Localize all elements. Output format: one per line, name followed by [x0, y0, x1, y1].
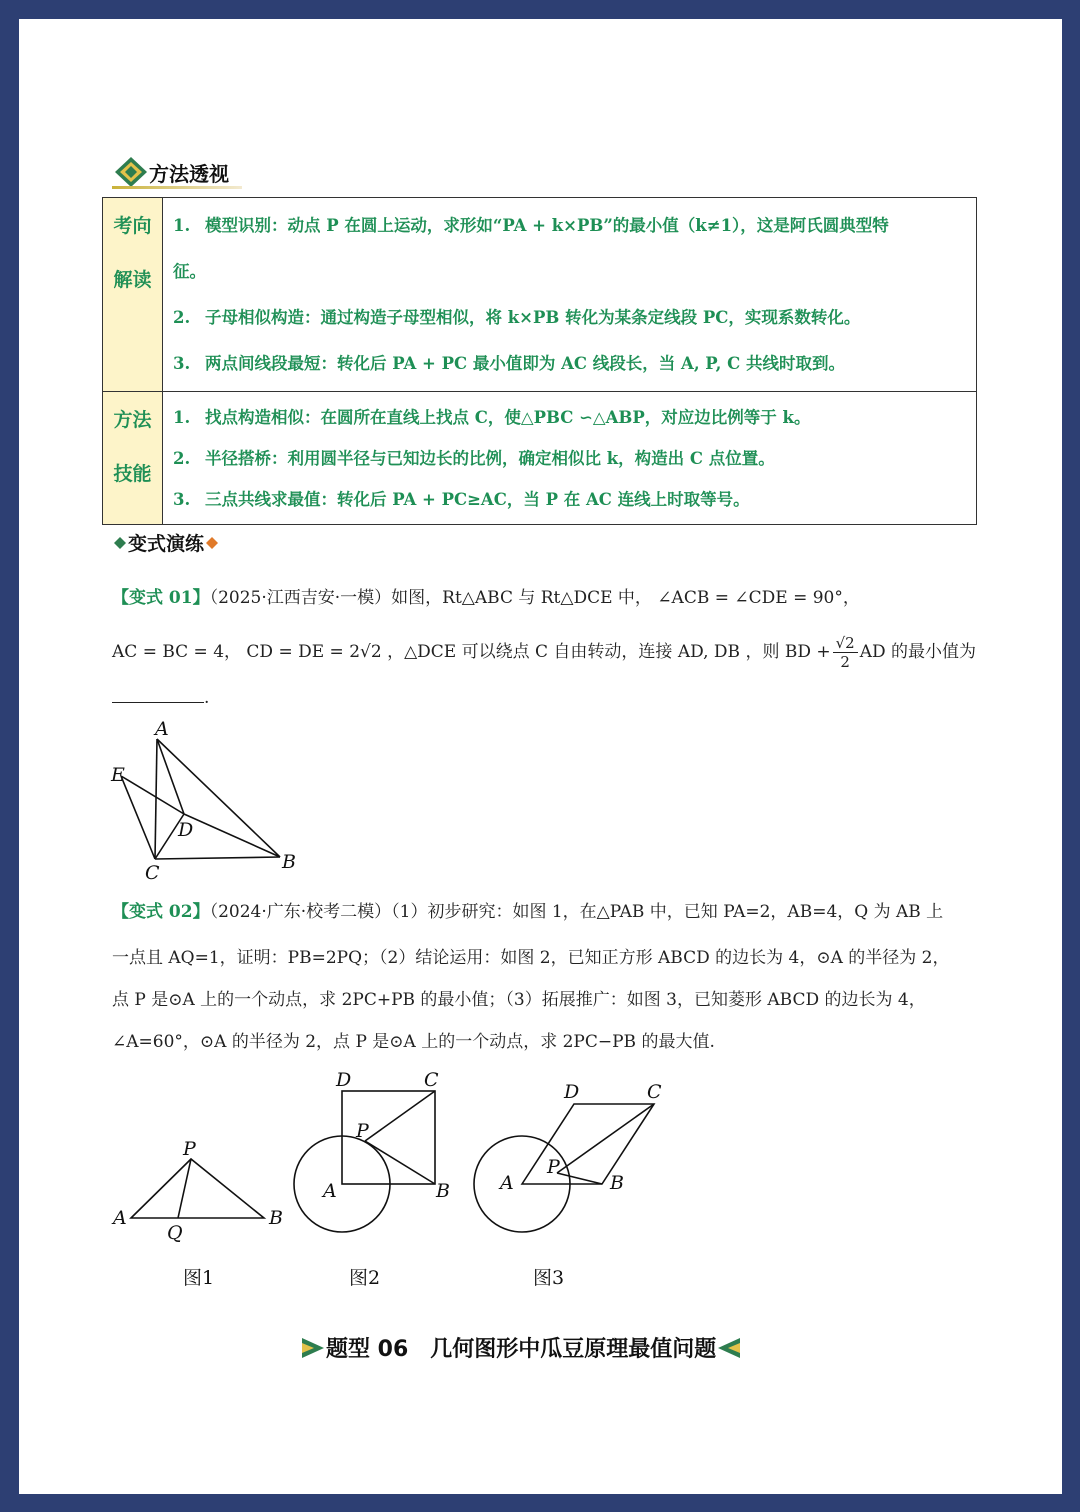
- row-header-kaoxiang: 考向 解读: [103, 198, 163, 392]
- label-E: E: [111, 764, 125, 786]
- label-B: B: [269, 1207, 283, 1229]
- section-underline: [112, 186, 242, 189]
- practice-heading: [112, 529, 220, 556]
- arrow-right-icon: [302, 1337, 326, 1359]
- diamond-icon: [206, 537, 218, 549]
- list-item: 征。: [173, 262, 206, 281]
- list-item: 3. 两点间线段最短：转化后 PA + PC 最小值即为 AC 线段长，当 A, P, C 共线时取到。: [173, 354, 845, 373]
- row-body-fangfa: [163, 392, 977, 525]
- fraction: $\frac{√2}{2}$: [833, 634, 858, 671]
- label-P: P: [547, 1156, 560, 1178]
- table-row: [103, 198, 977, 392]
- arrow-left-icon: [716, 1337, 740, 1359]
- fig2-caption: 图2: [349, 1267, 381, 1289]
- label-B: B: [436, 1180, 450, 1202]
- table-row: [103, 392, 977, 525]
- label-A: A: [113, 1207, 127, 1229]
- q2-line-4: ∠A=60°，⊙A 的半径为 2，点 P 是⊙A 上的一个动点，求 2PC−PB 的最大值.: [112, 1032, 715, 1052]
- figure-q2-2: [287, 1069, 487, 1289]
- label-D: D: [336, 1069, 352, 1091]
- list-item: 1. 找点构造相似：在圆所在直线上找点 C，使△PBC ∽△ABP，对应边比例等于 k。: [173, 408, 811, 427]
- label-D: D: [564, 1081, 580, 1103]
- q1-tag: 【变式 01】: [112, 588, 210, 608]
- list-item: 2. 子母相似构造：通过构造子母型相似，将 k×PB 转化为某条定线段 PC，实现系数转化。: [173, 308, 861, 327]
- label-Q: Q: [167, 1222, 183, 1244]
- q2-line-2: 一点且 AQ=1，证明：PB=2PQ；（2）结论运用：如图 2，已知正方形 ABCD 的边长为 4，⊙A 的半径为 2，: [112, 948, 950, 968]
- diamond-icon: [111, 155, 151, 189]
- topic-banner: [302, 1332, 740, 1363]
- answer-blank: [112, 684, 204, 703]
- diamond-icon: [114, 537, 126, 549]
- q2-line-1: 【变式 02】（2024·广东·校考二模）（1）初步研究：如图 1，在△PAB 中，已知 PA=2，AB=4，Q 为 AB 上: [112, 902, 944, 922]
- practice-title: 变式演练: [128, 533, 205, 555]
- section-heading: [111, 149, 229, 189]
- list-item: 2. 半径搭桥：利用圆半径与已知边长的比例，确定相似比 k，构造出 C 点位置。: [173, 449, 775, 468]
- label-B: B: [610, 1172, 624, 1194]
- q1-line-1: 【变式 01】（2025·江西吉安·一模）如图，Rt△ABC 与 Rt△DCE 中， ∠ACB = ∠CDE = 90°，: [112, 588, 860, 608]
- label-C: C: [145, 862, 160, 884]
- fig3-caption: 图3: [533, 1267, 565, 1289]
- list-item: 3. 三点共线求最值：转化后 PA + PC≥AC，当 P 在 AC 连线上时取等号。: [173, 490, 750, 509]
- section-title: 方法透视: [149, 162, 229, 186]
- question-2: [112, 891, 982, 1063]
- document-page: [19, 19, 1062, 1494]
- label-P: P: [183, 1138, 196, 1160]
- label-A: A: [323, 1180, 337, 1202]
- figure-q2-1: [111, 1131, 301, 1291]
- q1-line-3: .: [112, 675, 982, 721]
- q2-tag: 【变式 02】: [112, 902, 210, 922]
- label-D: D: [178, 819, 194, 841]
- method-table: [102, 197, 977, 525]
- label-C: C: [424, 1069, 439, 1091]
- label-P: P: [356, 1120, 369, 1142]
- figure-q1: [107, 719, 307, 889]
- q2-line-3: 点 P 是⊙A 上的一个动点，求 2PC+PB 的最小值；（3）拓展推广：如图 3，已知菱形 ABCD 的边长为 4，: [112, 990, 926, 1010]
- fig1-caption: 图1: [183, 1267, 215, 1289]
- label-A: A: [500, 1172, 514, 1194]
- list-item: 1. 模型识别：动点 P 在圆上运动，求形如“PA + k×PB”的最小值（k≠1），这是阿氏圆典型特: [173, 216, 889, 235]
- row-body-kaoxiang: [163, 198, 977, 392]
- question-1: [112, 575, 982, 721]
- row-header-fangfa: 方法 技能: [103, 392, 163, 525]
- label-B: B: [282, 851, 296, 873]
- banner-title: 题型 06 几何图形中瓜豆原理最值问题: [326, 1337, 717, 1362]
- label-C: C: [647, 1081, 662, 1103]
- figure-q2-3: [469, 1079, 689, 1289]
- q1-line-2: AC = BC = 4， CD = DE = 2√2 ，△DCE 可以绕点 C 自由转动，连接 AD, DB ，则 BD + $\frac{√2}{2}$ AD 的最小值为: [112, 634, 977, 671]
- label-A: A: [155, 718, 169, 740]
